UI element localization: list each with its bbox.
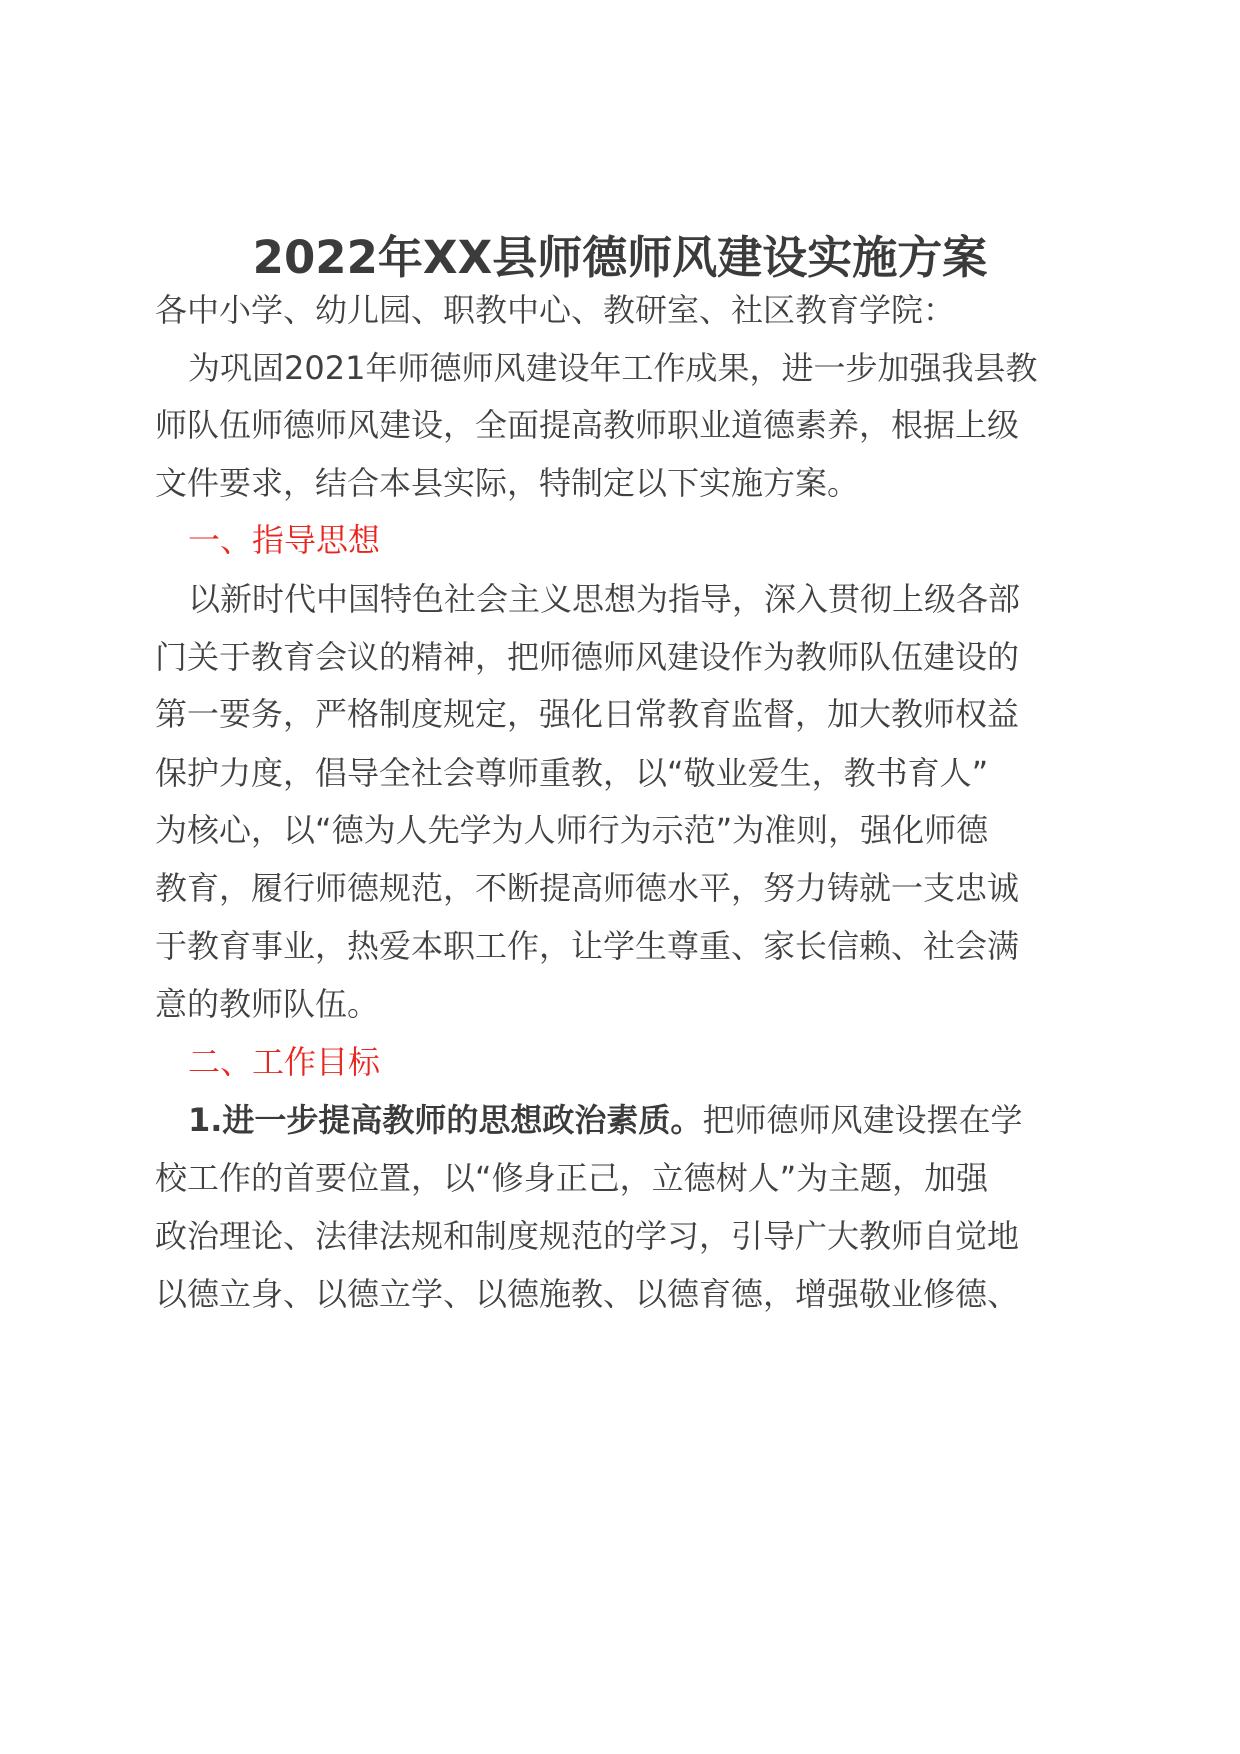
item1-line-4: 以德立身、以德立学、以德施教、以德育德，增强敬业修德、 — [155, 1275, 1020, 1313]
item1-line-3: 政治理论、法律法规和制度规范的学习，引导广大教师自觉地 — [155, 1217, 1020, 1255]
section1-line-5: 为核心，以“德为人先学为人师行为示范”为准则，强化师德 — [155, 811, 989, 849]
section1-line-4: 保护力度，倡导全社会尊师重教，以“敬业爱生，教书育人” — [155, 754, 989, 792]
item1-line-2: 校工作的首要位置，以“修身正己，立德树人”为主题，加强 — [155, 1159, 989, 1197]
section1-line-2: 门关于教育会议的精神，把师德师风建设作为教师队伍建设的 — [155, 638, 1020, 676]
item1-line-1 — [188, 1098, 1022, 1142]
section1-line-7: 于教育事业，热爱本职工作，让学生尊重、家长信赖、社会满 — [155, 927, 1020, 965]
intro-line-1: 为巩固2021年师德师风建设年工作成果，进一步加强我县教 — [188, 349, 1038, 387]
section1-line-6: 教育，履行师德规范，不断提高师德水平，努力铸就一支忠诚 — [155, 869, 1020, 907]
section1-line-8: 意的教师队伍。 — [155, 985, 380, 1023]
intro-line-2: 师队伍师德师风建设，全面提高教师职业道德素养，根据上级 — [155, 406, 1020, 444]
section1-line-3: 第一要务，严格制度规定，强化日常教育监督，加大教师权益 — [155, 695, 1020, 733]
item1-bold-lead: 1.进一步提高教师的思想政治素质。 — [188, 1101, 703, 1139]
section-heading-work-goals: 二、工作目标 — [188, 1043, 381, 1081]
intro-line-3: 文件要求，结合本县实际，特制定以下实施方案。 — [155, 464, 860, 502]
section1-line-1: 以新时代中国特色社会主义思想为指导，深入贯彻上级各部 — [188, 580, 1021, 618]
addressee-line: 各中小学、幼儿园、职教中心、教研室、社区教育学院： — [155, 291, 956, 329]
item1-first-rest: 把师德师风建设摆在学 — [702, 1101, 1023, 1139]
document-title: 2022年XX县师德师风建设实施方案 — [252, 231, 988, 284]
section-heading-guiding-ideology: 一、指导思想 — [188, 521, 381, 559]
